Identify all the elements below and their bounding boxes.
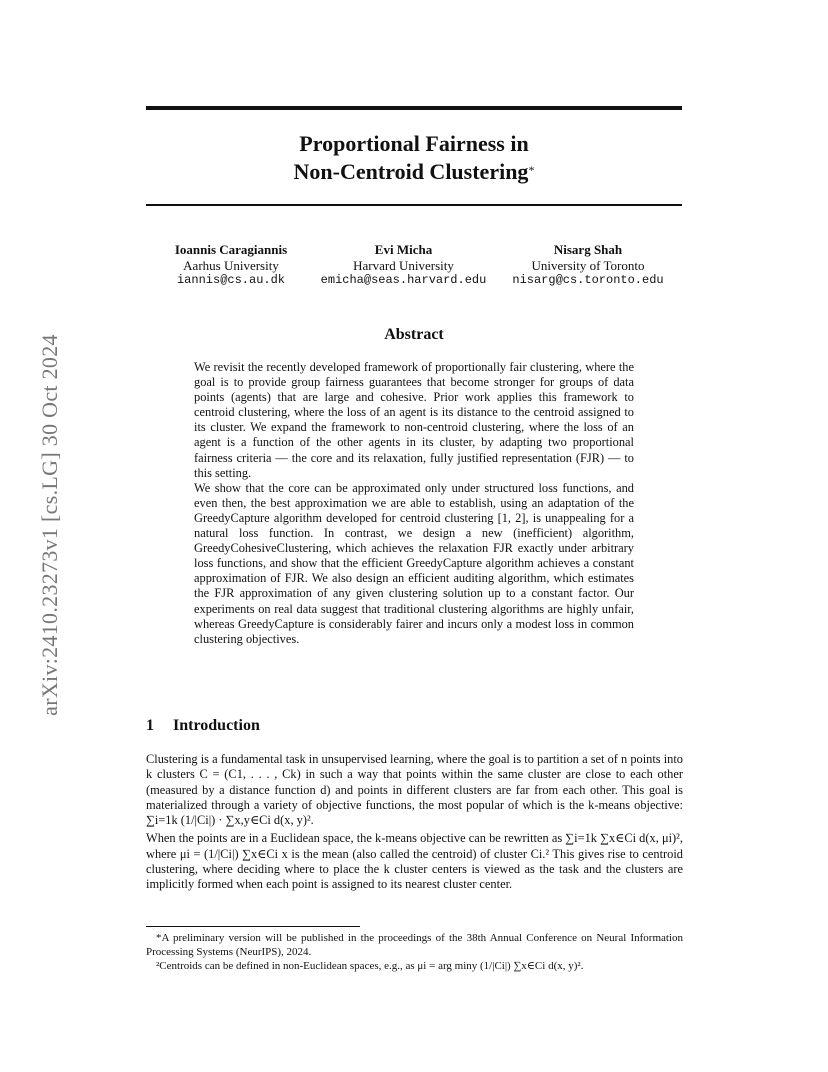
author-name: Evi Micha xyxy=(374,242,433,257)
author-email: iannis@cs.au.dk xyxy=(176,273,286,287)
abstract-heading: Abstract xyxy=(384,326,444,343)
body-paragraph-2: When the points are in a Euclidean space, the k-means objective can be rewritten as ∑i=1k ∑x∈Ci d(x, μi)², where μi = (1/|Ci|) ∑x∈Ci x is the mean (also called the centroid) of cluster Ci.² This gives rise to centroid clustering, where deciding where to place the k cluster centers is viewed as the task and the clusters are implicitly formed when each point is assigned to its nearest cluster center. xyxy=(146,831,683,892)
abstract xyxy=(194,360,634,647)
abstract-paragraph-2: We show that the core can be approximated only under structured loss functions, and even then, the best approximation we are able to establish, using an adaptation of the GreedyCapture algorithm developed for centroid clustering [1, 2], is unappealing for a natural loss function. In contrast, we design a new (inefficient) algorithm, GreedyCohesiveClustering, which achieves the relaxation FJR exactly under arbitrary loss functions, and show that the efficient GreedyCapture algorithm achieves a constant approximation of FJR. We also design an efficient auditing algorithm, which estimates the FJR approximation of any given clustering solution up to a constant factor. Our experiments on real data suggest that traditional clustering algorithms are highly unfair, whereas GreedyCapture is considerably fairer and incurs only a modest loss in common clustering objectives. xyxy=(194,480,634,646)
author-name: Nisarg Shah xyxy=(553,242,623,257)
author-1 xyxy=(146,242,316,289)
author-affiliation: University of Toronto xyxy=(531,257,645,273)
title-line-1: Proportional Fairness in xyxy=(299,131,529,156)
title-line-2: Non-Centroid Clustering xyxy=(293,159,529,184)
abstract-paragraph-1: We revisit the recently developed framework of proportionally fair clustering, where the goal is to provide group fairness guarantees that become stronger for groups of data points (agents) that are large and cohesive. Prior work applies this framework to centroid clustering, where the loss of an agent is its distance to the centroid assigned to its cluster. We expand the framework to non-centroid clustering, where the loss of an agent is a function of the other agents in its cluster, by adapting two proportional fairness criteria — the core and its relaxation, fully justified representation (FJR) — to this setting. xyxy=(194,360,634,480)
author-2 xyxy=(316,242,491,289)
author-affiliation: Harvard University xyxy=(353,257,454,273)
body-text xyxy=(146,752,683,896)
section-title: Introduction xyxy=(173,717,260,734)
footnote-1: *A preliminary version will be published in the proceedings of the 38th Annual Conference on Neural Information Processing Systems (NeurIPS), 2024. xyxy=(146,932,683,958)
author-affiliation: Aarhus University xyxy=(183,257,279,273)
title-rule-bottom xyxy=(146,204,682,206)
footnote-rule xyxy=(146,926,360,927)
body-paragraph-1: Clustering is a fundamental task in unsupervised learning, where the goal is to partition a set of n points into k clusters C = (C1, . . . , Ck) in such a way that points within the same cluster are close to each other (measured by a distance function d) and points in different clusters are far from each other. This goal is materialized through a variety of objective functions, the most popular of which is the k-means objective: ∑i=1k (1/|Ci|) · ∑x,y∈Ci d(x, y)². xyxy=(146,752,683,828)
author-3 xyxy=(498,242,678,289)
title-rule-top xyxy=(146,106,682,110)
paper-title xyxy=(146,130,682,186)
author-email: emicha@seas.harvard.edu xyxy=(320,273,487,287)
title-footnote-mark: * xyxy=(528,163,535,177)
author-email: nisarg@cs.toronto.edu xyxy=(512,273,664,287)
footnote-2: ²Centroids can be defined in non-Euclidean spaces, e.g., as μi = arg miny (1/|Ci|) ∑x∈Ci d(x, y)². xyxy=(156,960,584,972)
arxiv-identifier: arXiv:2410.23273v1 [cs.LG] 30 Oct 2024 xyxy=(37,334,62,716)
footnotes xyxy=(146,931,683,973)
section-number: 1 xyxy=(146,717,154,734)
section-heading xyxy=(146,717,260,735)
author-name: Ioannis Caragiannis xyxy=(174,242,288,257)
